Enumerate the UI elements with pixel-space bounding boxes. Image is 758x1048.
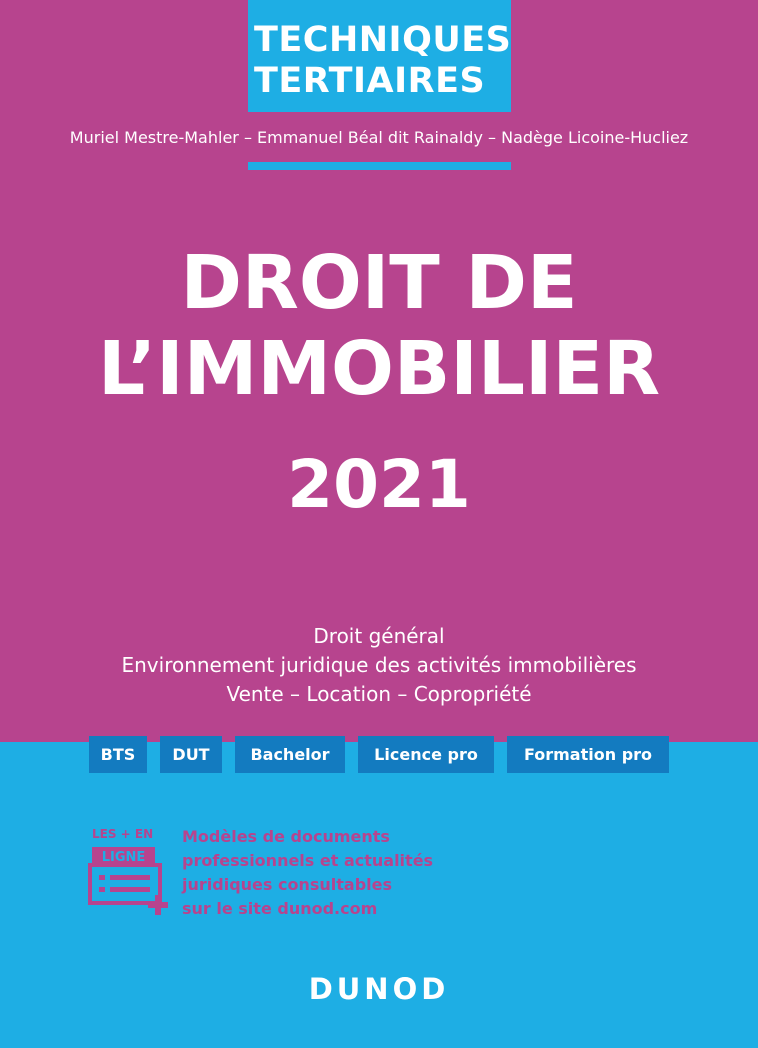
badge-formation-pro: Formation pro: [507, 736, 669, 773]
subtitle-1: Droit général: [313, 624, 445, 648]
publisher-logo: DUNOD: [308, 972, 450, 1006]
divider-rule: [248, 162, 511, 170]
series-line-2: TERTIAIRES: [254, 61, 486, 101]
authors: Muriel Mestre-Mahler – Emmanuel Béal dit Rainaldy – Nadège Licoine-Hucliez: [69, 128, 689, 147]
online-line-2: professionnels et actualités: [182, 851, 434, 870]
online-resources-icon: [84, 826, 172, 916]
online-icon-bullet-1: [99, 875, 105, 880]
online-resources-text: [182, 825, 482, 921]
subtitle-3: Vente – Location – Copropriété: [226, 682, 532, 706]
subtitle-2: Environnement juridique des activités immobilières: [121, 653, 637, 677]
online-line-3: juridiques consultables: [182, 875, 392, 894]
badge-bts: BTS: [89, 736, 147, 773]
online-icon-screen: [90, 865, 160, 903]
online-icon-line-1: [110, 875, 150, 880]
badge-bachelor: Bachelor: [235, 736, 345, 773]
title-line-2: L’IMMOBILIER: [97, 326, 661, 412]
online-icon-bullet-2: [99, 887, 105, 892]
online-line-1: Modèles de documents: [182, 827, 390, 846]
online-icon-label-bottom: LIGNE: [101, 850, 146, 865]
title-line-1: DROIT DE: [180, 240, 578, 326]
online-icon-line-2: [110, 887, 150, 892]
online-icon-plus-v: [155, 895, 161, 915]
badge-licence-pro: Licence pro: [358, 736, 494, 773]
online-icon-label-top: LES + EN: [92, 827, 154, 841]
subtitles: [0, 622, 758, 709]
book-title: [0, 240, 758, 412]
series-name: [254, 20, 512, 102]
edition-year: 2021: [287, 446, 471, 523]
series-line-1: TECHNIQUES: [254, 20, 512, 60]
online-line-4: sur le site dunod.com: [182, 899, 378, 918]
badge-dut: DUT: [160, 736, 222, 773]
